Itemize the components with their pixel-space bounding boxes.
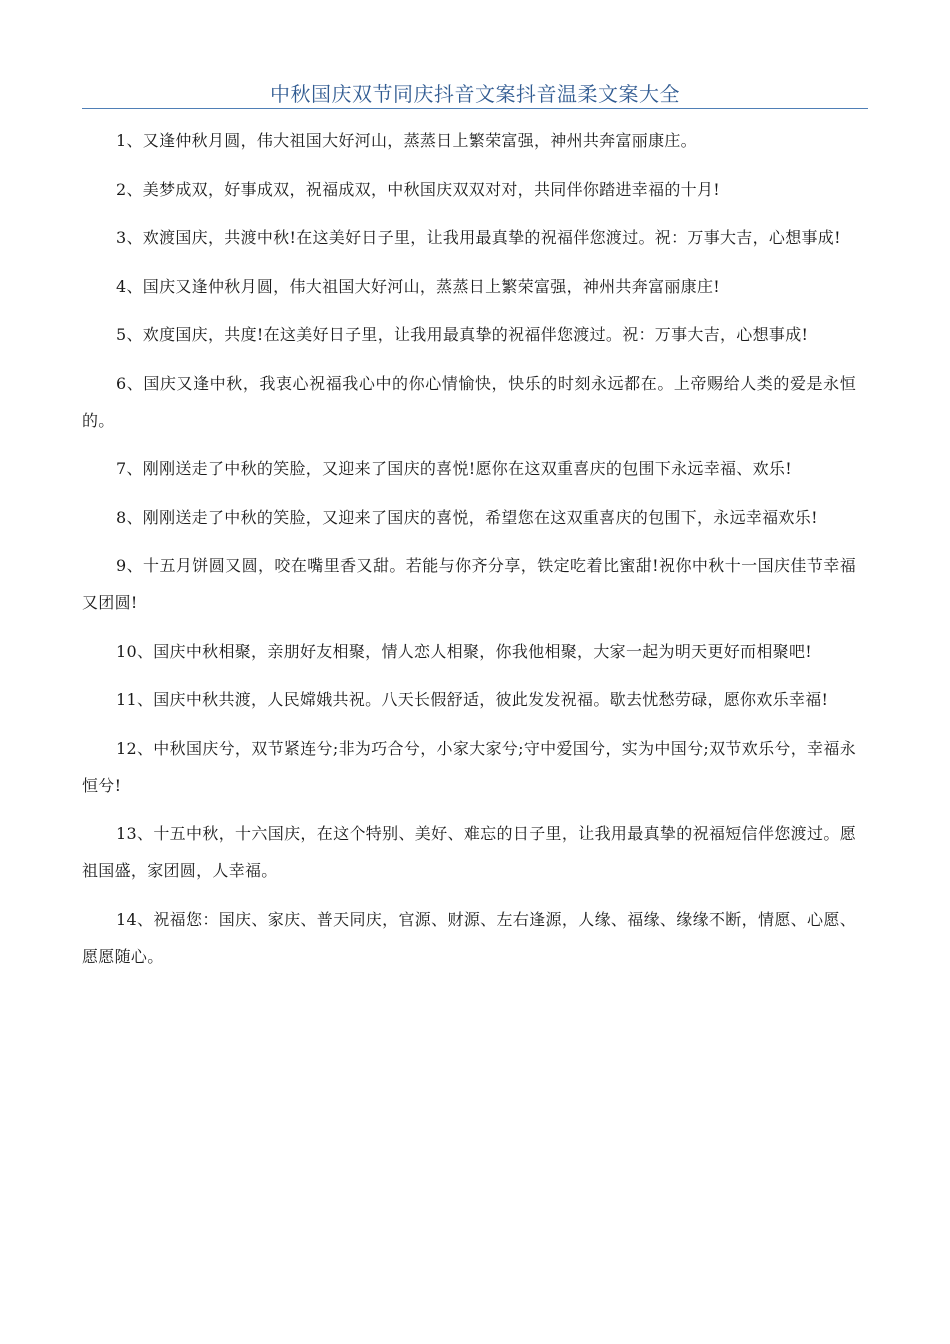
title-underline — [82, 108, 868, 109]
document-title: 中秋国庆双节同庆抖音文案抖音温柔文案大全 — [270, 82, 680, 106]
document-body — [82, 122, 856, 986]
paragraph-3: 3、欢渡国庆，共渡中秋!在这美好日子里，让我用最真挚的祝福伴您渡过。祝：万事大吉，心想事成! — [116, 228, 841, 247]
paragraph-7: 7、刚刚送走了中秋的笑脸，又迎来了国庆的喜悦!愿你在这双重喜庆的包围下永远幸福、欢乐! — [116, 459, 792, 478]
paragraph-4: 4、国庆又逢仲秋月圆，伟大祖国大好河山，蒸蒸日上繁荣富强，神州共奔富丽康庄! — [116, 276, 721, 296]
paragraph-8: 8、刚刚送走了中秋的笑脸，又迎来了国庆的喜悦，希望您在这双重喜庆的包围下，永远幸福欢乐! — [116, 507, 818, 527]
paragraph-5: 5、欢度国庆，共度!在这美好日子里，让我用最真挚的祝福伴您渡过。祝：万事大吉，心想事成! — [116, 325, 809, 344]
paragraph-10: 10、国庆中秋相聚，亲朋好友相聚，情人恋人相聚，你我他相聚，大家一起为明天更好而相聚吧! — [116, 641, 812, 661]
paragraph-11: 11、国庆中秋共渡，人民嫦娥共祝。八天长假舒适，彼此发发祝福。歇去忧愁劳碌，愿你欢乐幸福! — [116, 690, 829, 709]
paragraph-12: 12、中秋国庆兮，双节紧连兮;非为巧合兮，小家大家兮;守中爱国兮，实为中国兮;双节欢乐兮，幸福永恒兮! — [82, 738, 856, 795]
paragraph-2: 2、美梦成双，好事成双，祝福成双，中秋国庆双双对对，共同伴你踏进幸福的十月! — [116, 179, 721, 199]
paragraph-13: 13、十五中秋，十六国庆，在这个特别、美好、难忘的日子里，让我用最真挚的祝福短信伴您渡过。愿祖国盛，家团圆，人幸福。 — [82, 824, 856, 880]
paragraph-6: 6、国庆又逢中秋，我衷心祝福我心中的你心情愉快，快乐的时刻永远都在。上帝赐给人类的爱是永恒的。 — [82, 373, 856, 430]
paragraph-9: 9、十五月饼圆又圆，咬在嘴里香又甜。若能与你齐分享，铁定吃着比蜜甜!祝你中秋十一国庆佳节幸福又团圆! — [82, 556, 856, 612]
paragraph-14: 14、祝福您：国庆、家庆、普天同庆，官源、财源、左右逢源，人缘、福缘、缘缘不断，情愿、心愿、愿愿随心。 — [82, 909, 856, 966]
paragraph-1: 1、又逢仲秋月圆，伟大祖国大好河山，蒸蒸日上繁荣富强，神州共奔富丽康庄。 — [116, 131, 697, 150]
